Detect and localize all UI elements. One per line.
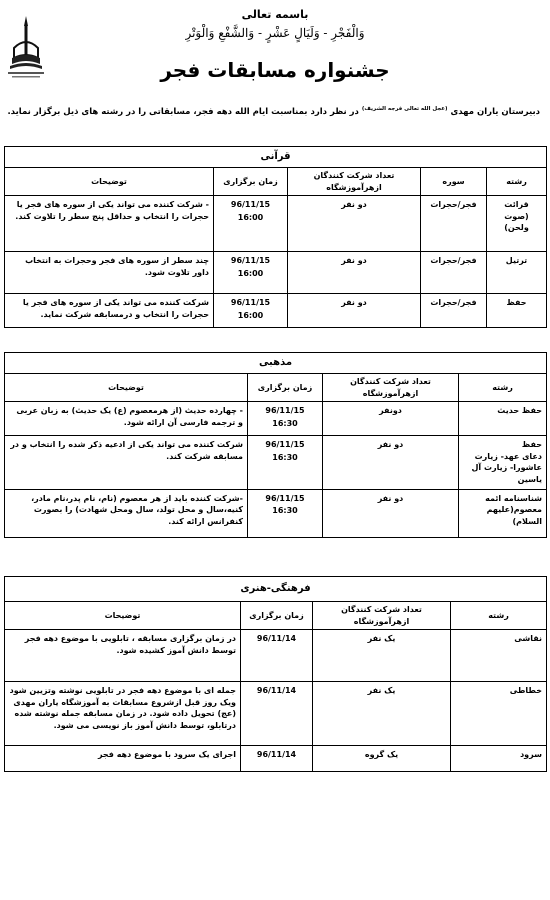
time-cell xyxy=(214,294,288,328)
table-row xyxy=(5,630,547,682)
col-header-count: تعداد شرکت کنندگان ازهرآموزشگاه xyxy=(313,602,451,630)
time-cell xyxy=(214,252,288,294)
surah-cell: فجر/حجرات xyxy=(421,252,487,294)
hour-value: 16:30 xyxy=(272,418,298,428)
field-cell: حفظ xyxy=(487,294,547,328)
table-row xyxy=(5,489,547,537)
desc-cell: -شرکت کننده باید از هر معصوم (نام، نام پدر،نام مادر، کنیه،سال و محل تولد، سال ومحل شهادت) را بصورت کنفرانس ارائه کند. xyxy=(5,489,248,537)
hour-value: 16:00 xyxy=(237,268,264,278)
count-cell: یک نفر xyxy=(313,630,451,682)
date-value: 96/11/15 xyxy=(230,298,271,308)
time-cell: 96/11/14 xyxy=(241,682,313,746)
col-header-surah: سوره xyxy=(421,168,487,196)
desc-cell: جمله ای با موضوع دهه فجر در تابلویی نوشته وتزیین شود ویک روز قبل ازشروع مسابقات به آموزشگاه یاران مهدی (عج) تحویل داده شود. در زمان مسابقه جمله نوشته شده درتابلو، توسط دانش آموز باز نویسی می شود. xyxy=(5,682,241,746)
col-header-field: رشته xyxy=(459,374,547,402)
desc-cell: اجرای یک سرود با موضوع دهه فجر xyxy=(5,746,241,772)
date-value: 96/11/15 xyxy=(265,493,305,503)
cultural-competitions-table xyxy=(4,576,547,772)
date-value: 96/11/15 xyxy=(265,406,305,416)
desc-cell: - چهارده حدیث (از هرمعصوم (ع) یک حدیث) به زبان عربی و ترجمه فارسی آن ارائه شود. xyxy=(5,402,248,436)
quran-verse: وَالْفَجْرِ - وَلَيَالٍ عَشْرٍ - وَالشَّفْعِ وَالْوَتْرِ xyxy=(185,26,365,40)
intro-part2: در نظر دارد بمناسبت ایام الله دهه فجر، مسابقاتی را در رشته های ذیل برگزار نماید. xyxy=(7,106,362,117)
quran-competitions-table xyxy=(4,146,547,328)
intro-note: (عجل الله تعالی فرجه الشریف) xyxy=(361,106,448,112)
time-cell xyxy=(248,436,323,489)
count-cell: دونفر xyxy=(323,402,459,436)
desc-cell: چند سطر از سوره های فجر وحجرات به انتخاب داور تلاوت شود. xyxy=(5,252,214,294)
section-title-quran: قرآنی xyxy=(5,147,547,168)
count-cell: یک نفر xyxy=(313,682,451,746)
field-cell: خطاطی xyxy=(451,682,547,746)
field-cell: حفظ دعای عهد- زیارت عاشورا- زیارت آل یاسین xyxy=(459,436,547,489)
count-cell: دو نفر xyxy=(288,196,421,252)
col-header-field: رشته xyxy=(487,168,547,196)
col-header-field: رشته xyxy=(451,602,547,630)
religious-competitions-table xyxy=(4,352,547,538)
field-cell: قرائت (صوت ولحن) xyxy=(487,196,547,252)
field-cell: حفظ حدیث xyxy=(459,402,547,436)
field-cell: نقاشی xyxy=(451,630,547,682)
table-row xyxy=(5,196,547,252)
hour-value: 16:00 xyxy=(237,212,264,222)
basmala-heading: باسمه تعالی xyxy=(241,8,309,21)
section-title-religious: مذهبی xyxy=(5,353,547,374)
section-title-cultural: فرهنگی-هنری xyxy=(5,577,547,602)
table-row xyxy=(5,402,547,436)
table-row xyxy=(5,252,547,294)
count-cell: دو نفر xyxy=(323,436,459,489)
time-cell xyxy=(214,196,288,252)
col-header-desc: توضیحات xyxy=(5,602,241,630)
col-header-count: تعداد شرکت کنندگان ازهرآموزشگاه xyxy=(323,374,459,402)
col-header-time: زمان برگزاری xyxy=(214,168,288,196)
desc-cell: شرکت کننده می تواند یکی از سوره های فجر یا حجرات را انتخاب و درمسابقه شرکت نماید. xyxy=(5,294,214,328)
table-row xyxy=(5,436,547,489)
field-cell: سرود xyxy=(451,746,547,772)
field-cell: شناسنامه ائمه معصوم(علیهم السلام) xyxy=(459,489,547,537)
count-cell: دو نفر xyxy=(288,294,421,328)
date-value: 96/11/15 xyxy=(230,200,271,210)
col-header-time: زمان برگزاری xyxy=(248,374,323,402)
page-title: جشنواره مسابقات فجر xyxy=(160,58,390,82)
surah-cell: فجر/حجرات xyxy=(421,196,487,252)
count-cell: دو نفر xyxy=(288,252,421,294)
table-row xyxy=(5,294,547,328)
intro-part1: دبیرستان یاران مهدی xyxy=(447,106,540,117)
table-row xyxy=(5,746,547,772)
time-cell: 96/11/14 xyxy=(241,630,313,682)
hour-value: 16:00 xyxy=(237,310,264,320)
date-value: 96/11/15 xyxy=(230,256,271,266)
hour-value: 16:30 xyxy=(272,506,298,516)
desc-cell: - شرکت کننده می تواند یکی از سوره های فجر یا حجرات را انتخاب و حداقل پنج سطر را تلاوت کند. xyxy=(5,196,214,252)
count-cell: دو نفر xyxy=(323,489,459,537)
hour-value: 16:30 xyxy=(272,452,298,462)
date-value: 96/11/15 xyxy=(265,440,305,450)
surah-cell: فجر/حجرات xyxy=(421,294,487,328)
desc-cell: در زمان برگزاری مسابقه ، تابلویی با موضوع دهه فجر توسط دانش آموز کشیده شود. xyxy=(5,630,241,682)
col-header-count: تعداد شرکت کنندگان ازهرآموزشگاه xyxy=(288,168,421,196)
time-cell xyxy=(248,489,323,537)
time-cell: 96/11/14 xyxy=(241,746,313,772)
school-emblem-logo xyxy=(6,14,46,80)
col-header-time: زمان برگزاری xyxy=(241,602,313,630)
table-row xyxy=(5,682,547,746)
intro-text xyxy=(8,106,540,117)
desc-cell: شرکت کننده می تواند یکی از ادعیه ذکر شده را انتخاب و در مسابقه شرکت کند. xyxy=(5,436,248,489)
time-cell xyxy=(248,402,323,436)
field-cell: ترتیل xyxy=(487,252,547,294)
col-header-desc: توضیحات xyxy=(5,374,248,402)
count-cell: یک گروه xyxy=(313,746,451,772)
col-header-desc: توضیحات xyxy=(5,168,214,196)
